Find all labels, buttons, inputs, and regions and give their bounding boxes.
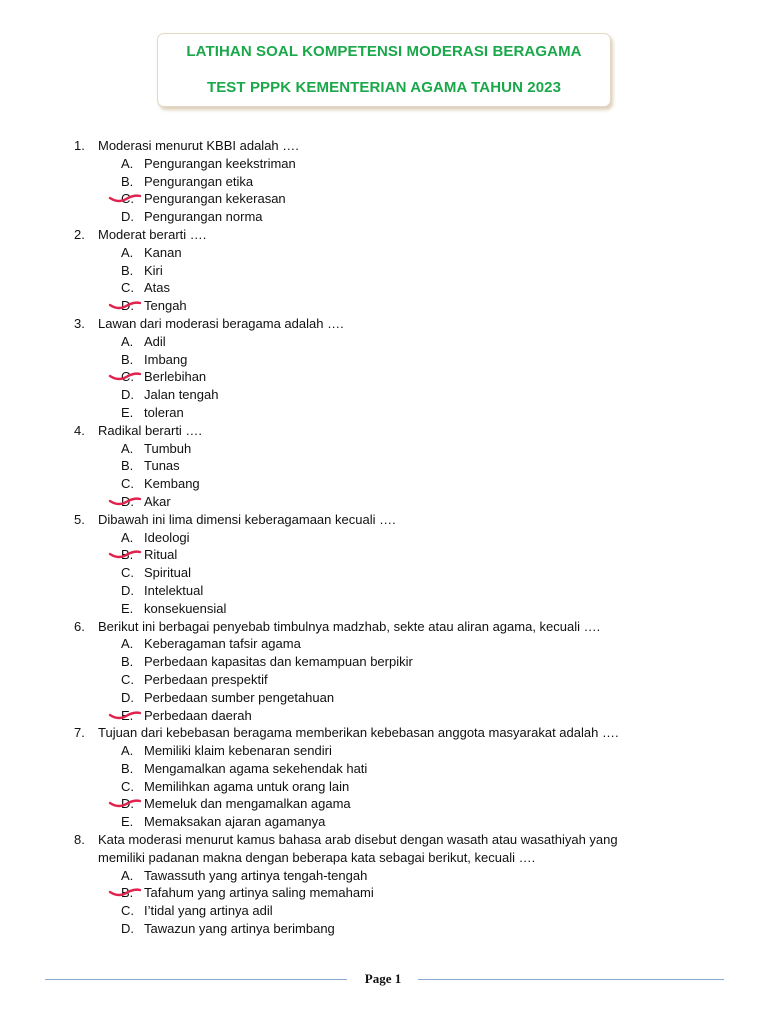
question-text: Moderasi menurut KBBI adalah …. (98, 138, 299, 153)
footer-rule-right (418, 979, 724, 980)
option-letter: B. (121, 458, 134, 474)
option-letter: B. (121, 885, 134, 901)
option-letter: C. (121, 565, 134, 581)
question-item (0, 422, 768, 440)
answer-option (0, 404, 768, 422)
option-letter: D. (121, 209, 134, 225)
answer-option (0, 493, 768, 511)
option-text: Ritual (144, 547, 178, 563)
option-letter: D. (121, 298, 134, 314)
option-text: Akar (144, 493, 171, 509)
question-item (0, 831, 768, 849)
question-number: 1. (74, 138, 85, 153)
question-text: Tujuan dari kebebasan beragama memberikan kebebasan anggota masyarakat adalah …. (98, 725, 619, 741)
option-letter: D. (121, 689, 134, 705)
answer-option (0, 457, 768, 475)
option-letter: A. (121, 743, 134, 759)
option-text: Mengamalkan agama sekehendak hati (144, 760, 368, 776)
answer-option (0, 760, 768, 778)
answer-option (0, 795, 768, 813)
answer-option (0, 386, 768, 404)
option-text: Tumbuh (144, 440, 192, 456)
question-item (0, 315, 768, 333)
option-text: Kembang (144, 476, 200, 492)
answer-option (0, 440, 768, 458)
answer-option (0, 653, 768, 671)
option-letter: A. (121, 867, 134, 883)
question-text: memiliki padanan makna dengan beberapa kata sebagai berikut, kecuali …. (98, 849, 536, 865)
option-letter: A. (121, 155, 134, 171)
answer-option (0, 208, 768, 226)
option-letter: D. (121, 921, 134, 937)
option-text: Memeluk dan mengamalkan agama (144, 796, 351, 812)
answer-option (0, 742, 768, 760)
answer-option (0, 190, 768, 208)
option-letter: A. (121, 244, 134, 260)
answer-option (0, 173, 768, 191)
question-item (0, 137, 768, 155)
option-letter: A. (121, 636, 134, 652)
question-number: 5. (74, 511, 85, 527)
option-text: Kiri (144, 262, 163, 278)
option-text: Keberagaman tafsir agama (144, 636, 301, 652)
answer-option (0, 155, 768, 173)
page-number: Page 1 (364, 971, 402, 986)
option-letter: A. (121, 440, 134, 456)
question-item (0, 724, 768, 742)
question-number: 8. (74, 832, 85, 848)
option-letter: C. (121, 671, 134, 687)
option-text: Memaksakan ajaran agamanya (144, 814, 326, 830)
answer-option (0, 351, 768, 369)
answer-option (0, 635, 768, 653)
answer-option (0, 689, 768, 707)
question-list (0, 137, 768, 938)
option-text: Ideologi (144, 529, 190, 545)
title-box (157, 33, 611, 107)
answer-option (0, 262, 768, 280)
answer-option (0, 244, 768, 262)
option-text: Perbedaan daerah (144, 707, 252, 723)
option-text: Memilihkan agama untuk orang lain (144, 778, 350, 794)
option-text: toleran (144, 404, 184, 420)
option-text: Perbedaan prespektif (144, 671, 268, 687)
question-text: Kata moderasi menurut kamus bahasa arab disebut dengan wasath atau wasathiyah yang (98, 832, 618, 848)
option-text: Pengurangan etika (144, 173, 254, 189)
option-text: Jalan tengah (144, 387, 219, 403)
question-number: 7. (74, 725, 85, 741)
question-number: 4. (74, 422, 85, 438)
answer-option (0, 475, 768, 493)
option-letter: D. (121, 582, 134, 598)
document-title: LATIHAN SOAL KOMPETENSI MODERASI BERAGAMA (186, 43, 582, 60)
document-subtitle: TEST PPPK KEMENTERIAN AGAMA TAHUN 2023 (206, 79, 562, 96)
option-letter: A. (121, 529, 134, 545)
question-item (0, 618, 768, 636)
option-text: Spiritual (144, 565, 191, 581)
option-text: Tawassuth yang artinya tengah-tengah (144, 867, 368, 883)
option-text: Berlebihan (144, 369, 207, 385)
question-number: 6. (74, 618, 85, 634)
option-text: Tafahum yang artinya saling memahami (144, 885, 374, 901)
answer-option (0, 582, 768, 600)
answer-option (0, 707, 768, 725)
option-letter: E. (121, 600, 134, 616)
option-text: Intelektual (144, 582, 204, 598)
question-text: Radikal berarti …. (98, 422, 203, 438)
footer-rule-left (45, 979, 347, 980)
answer-option (0, 600, 768, 618)
option-letter: C. (121, 903, 134, 919)
answer-option (0, 671, 768, 689)
option-letter: A. (121, 333, 134, 349)
answer-option (0, 920, 768, 938)
option-letter: E. (121, 404, 134, 420)
question-text: Berikut ini berbagai penyebab timbulnya madzhab, sekte atau aliran agama, kecuali …. (98, 618, 601, 634)
option-letter: B. (121, 654, 134, 670)
question-text: Lawan dari moderasi beragama adalah …. (98, 315, 344, 331)
option-text: Pengurangan norma (144, 209, 263, 225)
option-text: Memiliki klaim kebenaran sendiri (144, 743, 332, 759)
option-text: Tawazun yang artinya berimbang (144, 921, 335, 937)
answer-option (0, 529, 768, 547)
option-text: Pengurangan kekerasan (144, 191, 286, 207)
option-letter: C. (121, 280, 134, 296)
option-letter: E. (121, 814, 134, 830)
option-text: Tengah (144, 298, 187, 314)
answer-option (0, 778, 768, 796)
option-letter: B. (121, 351, 134, 367)
answer-option (0, 884, 768, 902)
option-letter: C. (121, 369, 134, 385)
answer-option (0, 867, 768, 885)
option-letter: D. (121, 493, 134, 509)
option-text: Adil (144, 333, 166, 349)
answer-option (0, 902, 768, 920)
option-text: Perbedaan kapasitas dan kemampuan berpikir (144, 654, 413, 670)
option-letter: B. (121, 547, 134, 563)
answer-option (0, 333, 768, 351)
answer-option (0, 279, 768, 297)
answer-option (0, 368, 768, 386)
question-text: Moderat berarti …. (98, 226, 207, 242)
option-text: Perbedaan sumber pengetahuan (144, 689, 335, 705)
question-number: 3. (74, 315, 85, 331)
option-text: konsekuensial (144, 600, 227, 616)
option-letter: E. (121, 707, 134, 723)
option-text: I’tidal yang artinya adil (144, 903, 273, 919)
option-text: Imbang (144, 351, 188, 367)
option-text: Tunas (144, 458, 180, 474)
option-text: Kanan (144, 244, 182, 260)
answer-option (0, 813, 768, 831)
answer-option (0, 546, 768, 564)
option-letter: B. (121, 173, 134, 189)
option-letter: C. (121, 778, 134, 794)
answer-option (0, 564, 768, 582)
question-text-continuation (0, 849, 768, 867)
question-item (0, 226, 768, 244)
option-text: Atas (144, 280, 171, 296)
option-letter: D. (121, 796, 134, 812)
option-letter: B. (121, 760, 134, 776)
question-text: Dibawah ini lima dimensi keberagamaan kecuali …. (98, 511, 396, 527)
option-letter: D. (121, 387, 134, 403)
answer-option (0, 297, 768, 315)
option-letter: C. (121, 191, 134, 207)
option-letter: C. (121, 476, 134, 492)
option-text: Pengurangan keekstriman (144, 155, 296, 171)
option-letter: B. (121, 262, 134, 278)
question-number: 2. (74, 226, 85, 242)
question-item (0, 511, 768, 529)
